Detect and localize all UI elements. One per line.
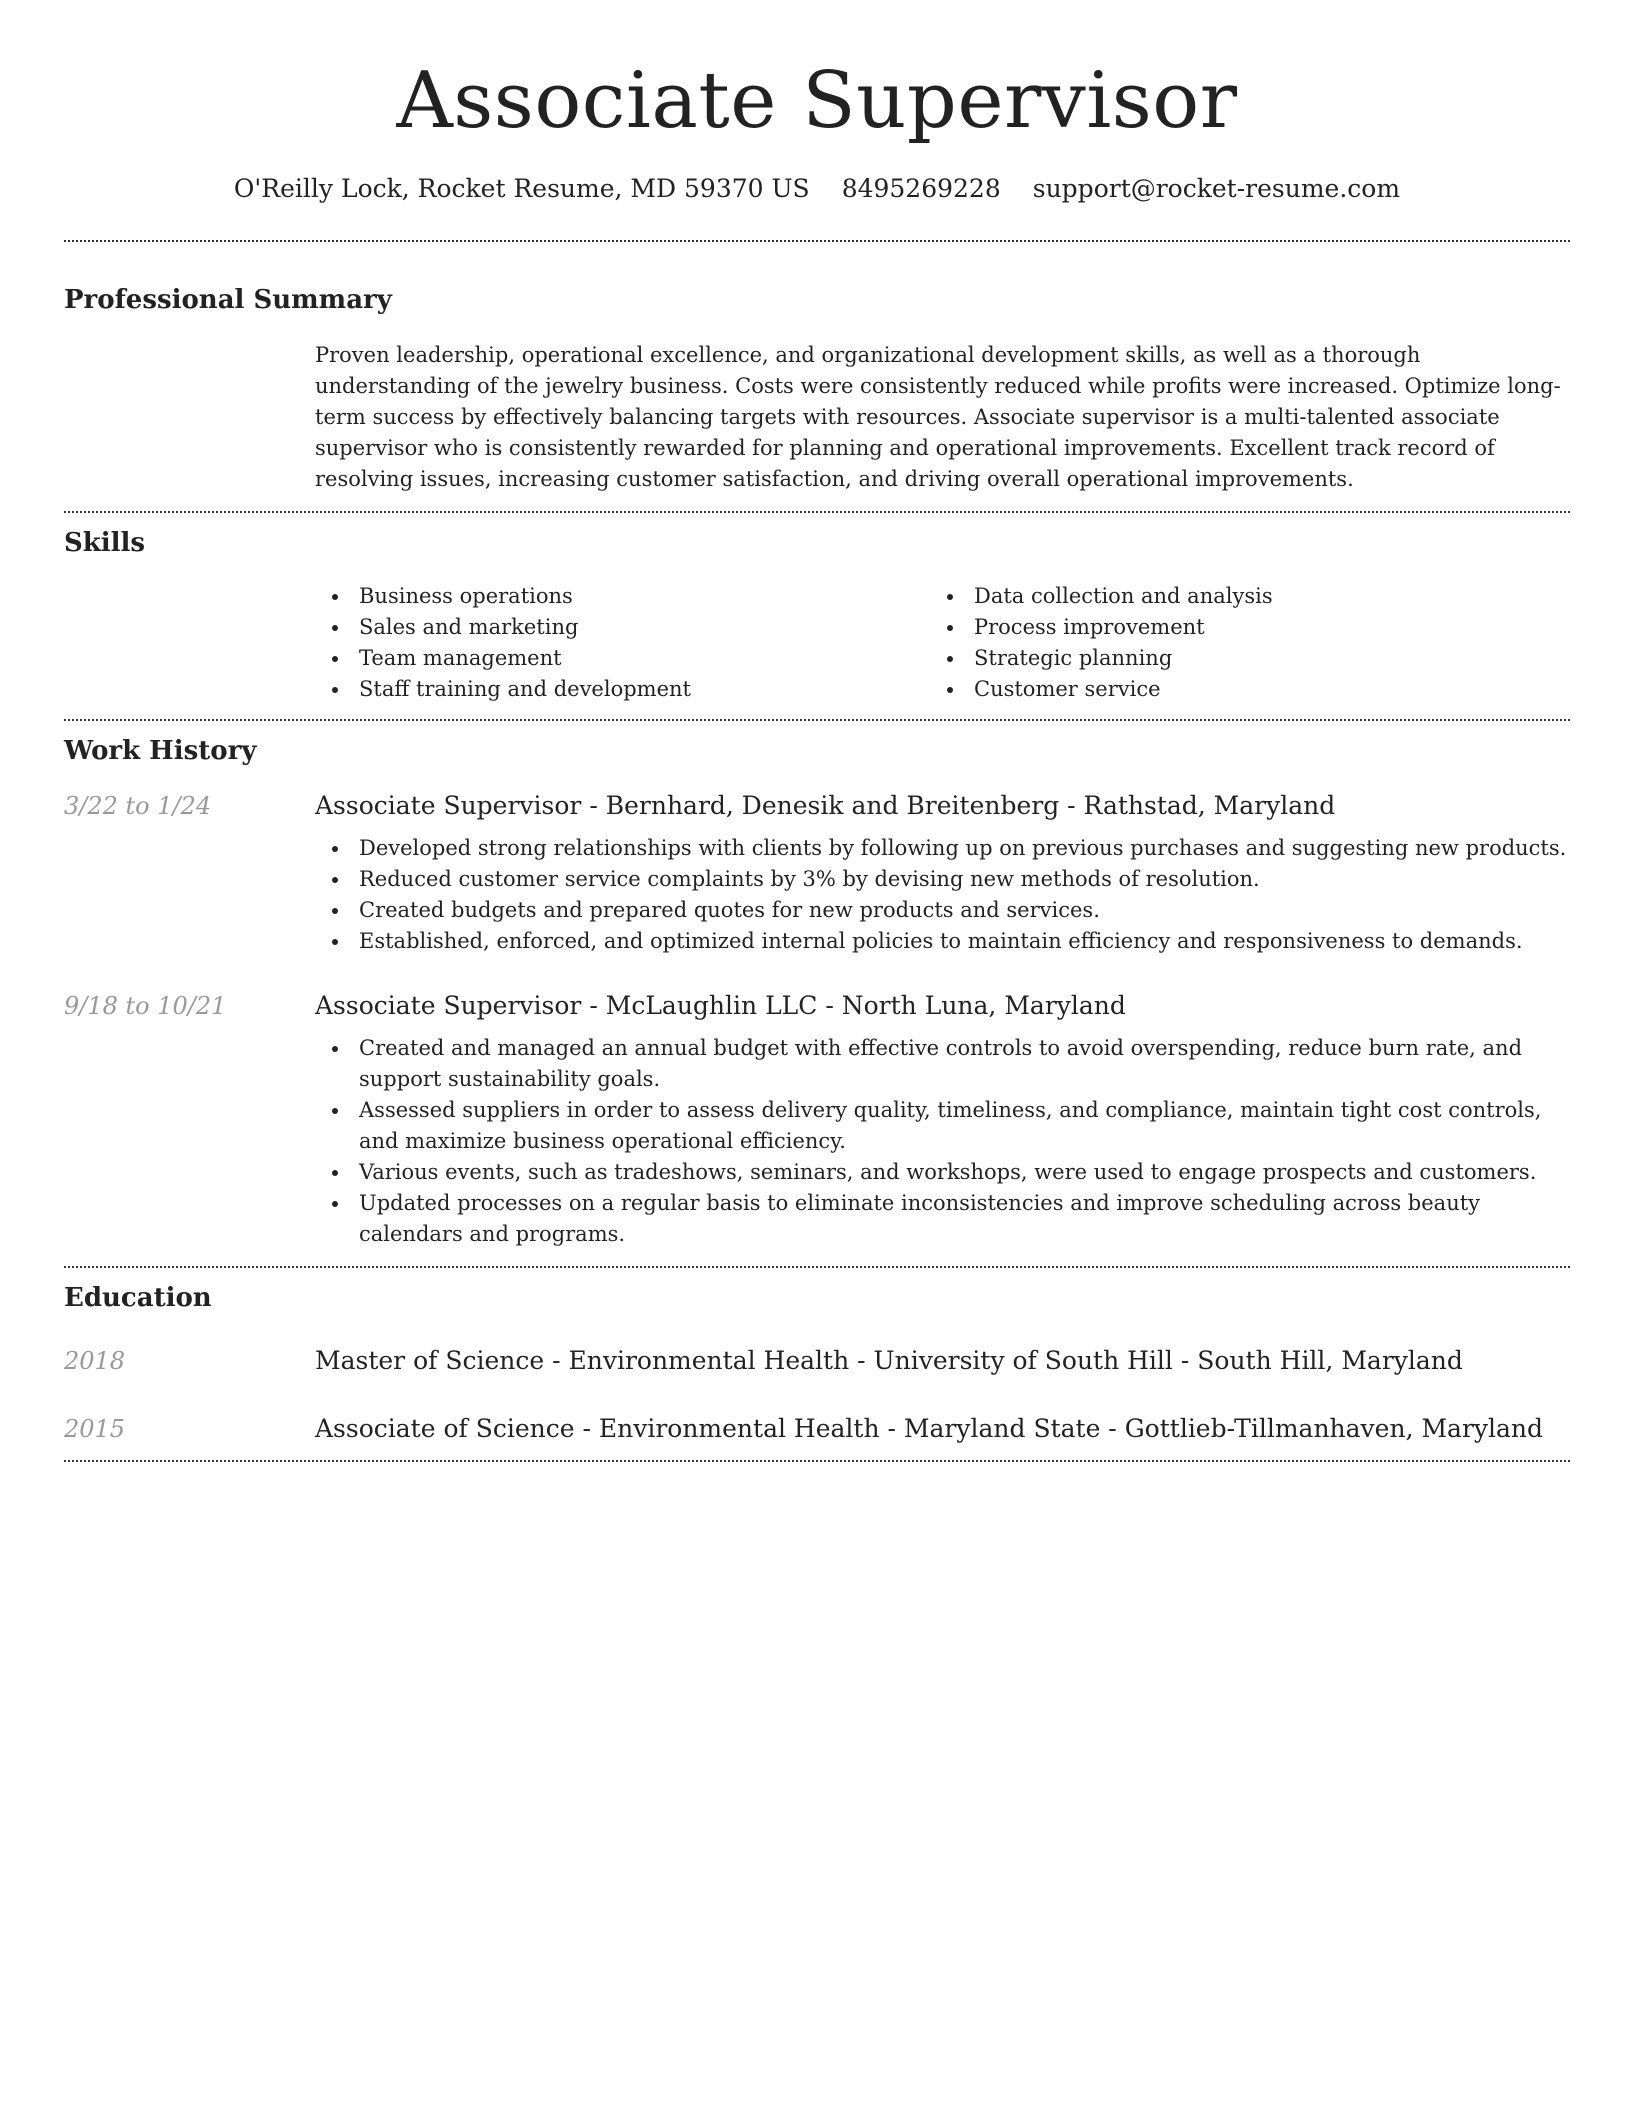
education-heading: Master of Science - Environmental Health - University of South Hill - South Hill, Maryland [315, 1346, 1463, 1375]
bullet-icon [332, 594, 338, 600]
education-body [315, 1410, 1570, 1448]
resume-name: Associate Supervisor [396, 56, 1238, 146]
skill-text: Team management [359, 646, 562, 670]
skills-list-left [315, 581, 930, 705]
work-body [315, 987, 1570, 1250]
bullet-icon [332, 625, 338, 631]
education-entry [64, 1410, 1570, 1448]
bullet-text: Reduced customer service complaints by 3% by devising new methods of resolution. [359, 867, 1260, 891]
bullet-icon [332, 908, 338, 914]
education-heading: Associate of Science - Environmental Health - Maryland State - Gottlieb-Tillmanhaven, Maryland [315, 1414, 1544, 1443]
bullet-text: Created budgets and prepared quotes for new products and services. [359, 898, 1100, 922]
list-item [315, 833, 1570, 864]
list-item [315, 895, 1570, 926]
bullet-icon [332, 846, 338, 852]
summary-text: Proven leadership, operational excellence, and organizational development skills, as well as a thorough understanding of the jewelry business. Costs were consistently reduced while profits were increased. Optimize long-term success by effectively balancing targets with resources. Associate supervisor is a multi-talented associate supervisor who is consistently rewarded for planning and operational improvements. Excellent track record of resolving issues, increasing customer satisfaction, and driving overall operational improvements. [315, 343, 1561, 491]
bullet-icon [332, 1170, 338, 1176]
work-entry [64, 987, 1570, 1250]
bullet-text: Developed strong relationships with clients by following up on previous purchases and suggesting new products. [359, 836, 1567, 860]
education-date: 2018 [64, 1347, 126, 1375]
bullet-text: Various events, such as tradeshows, seminars, and workshops, were used to engage prospects and customers. [359, 1160, 1537, 1184]
contact-email[interactable]: support@rocket-resume.com [1032, 174, 1401, 203]
bullet-icon [332, 656, 338, 662]
bullet-icon [947, 656, 953, 662]
list-item [315, 581, 930, 612]
work-section [64, 721, 1570, 1266]
list-item [315, 674, 930, 705]
bullet-icon [947, 687, 953, 693]
list-item [315, 612, 930, 643]
bullet-text: Updated processes on a regular basis to eliminate inconsistencies and improve scheduling across beauty calendars and programs. [359, 1191, 1481, 1246]
skill-text: Process improvement [974, 615, 1205, 639]
bullet-icon [332, 687, 338, 693]
skills-list-right [930, 581, 1530, 705]
bullet-icon [332, 1046, 338, 1052]
education-body [315, 1342, 1570, 1380]
bullet-icon [332, 877, 338, 883]
work-title: Work History [64, 736, 257, 766]
contact-line [64, 172, 1570, 206]
education-entry [64, 1342, 1570, 1380]
contact-address: O'Reilly Lock, Rocket Resume, MD 59370 US [233, 174, 810, 203]
bullet-text: Established, enforced, and optimized internal policies to maintain efficiency and responsiveness to demands. [359, 929, 1523, 953]
list-item [930, 612, 1530, 643]
education-section [64, 1268, 1570, 1460]
list-item [315, 1157, 1570, 1188]
skill-text: Customer service [974, 677, 1161, 701]
list-item [930, 674, 1530, 705]
skills-grid [315, 581, 1570, 705]
work-entry [64, 787, 1570, 957]
skill-text: Staff training and development [359, 677, 691, 701]
bullet-text: Assessed suppliers in order to assess delivery quality, timeliness, and compliance, maintain tight cost controls, and maximize business operational efficiency. [359, 1098, 1542, 1153]
work-heading: Associate Supervisor - McLaughlin LLC - North Luna, Maryland [315, 991, 1126, 1020]
bullet-icon [947, 594, 953, 600]
list-item [315, 643, 930, 674]
contact-phone: 8495269228 [841, 174, 1001, 203]
list-item [315, 1095, 1570, 1157]
list-item [315, 926, 1570, 957]
list-item [315, 864, 1570, 895]
work-heading: Associate Supervisor - Bernhard, Denesik and Breitenberg - Rathstad, Maryland [315, 791, 1336, 820]
divider [64, 240, 1570, 242]
work-bullets [315, 1033, 1570, 1250]
skills-title: Skills [64, 528, 146, 558]
work-bullets [315, 833, 1570, 957]
summary-section [64, 282, 1570, 511]
work-body [315, 787, 1570, 957]
education-date: 2015 [64, 1415, 126, 1443]
skill-text: Sales and marketing [359, 615, 579, 639]
list-item [315, 1188, 1570, 1250]
bullet-text: Created and managed an annual budget with effective controls to avoid overspending, reduce burn rate, and support sustainability goals. [359, 1036, 1523, 1091]
resume-page [64, 0, 1570, 1462]
skill-text: Business operations [359, 584, 573, 608]
skill-text: Strategic planning [974, 646, 1173, 670]
skills-section [64, 513, 1570, 719]
bullet-icon [332, 1201, 338, 1207]
bullet-icon [332, 939, 338, 945]
list-item [315, 1033, 1570, 1095]
summary-title: Professional Summary [64, 285, 392, 315]
bullet-icon [332, 1108, 338, 1114]
divider [64, 1460, 1570, 1462]
work-date: 3/22 to 1/24 [64, 792, 212, 820]
bullet-icon [947, 625, 953, 631]
list-item [930, 581, 1530, 612]
education-title: Education [64, 1283, 212, 1313]
skill-text: Data collection and analysis [974, 584, 1273, 608]
work-date: 9/18 to 10/21 [64, 992, 227, 1020]
list-item [930, 643, 1530, 674]
